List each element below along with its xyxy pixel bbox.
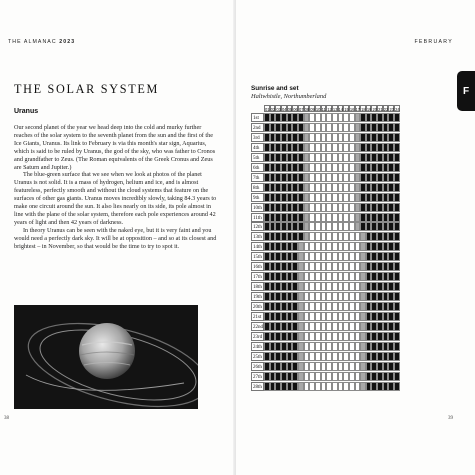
night-cell — [394, 302, 400, 311]
day-row — [251, 302, 400, 311]
day-row — [251, 163, 400, 172]
page-title: THE SOLAR SYSTEM — [14, 82, 160, 96]
day-label: 16th — [251, 262, 264, 271]
left-page — [0, 0, 236, 475]
hour-header: 08 — [304, 107, 310, 112]
hour-header: 09 — [310, 107, 315, 112]
day-row — [251, 262, 400, 271]
day-row — [251, 292, 400, 301]
day-label: 8th — [251, 183, 264, 192]
day-label: 17th — [251, 272, 264, 281]
hour-header-row — [264, 105, 400, 112]
day-row — [251, 312, 400, 321]
night-cell — [394, 272, 400, 281]
night-cell — [394, 342, 400, 351]
hour-header: 23 — [389, 107, 394, 112]
running-head-right: FEBRUARY — [414, 39, 453, 45]
day-row — [251, 123, 400, 132]
paragraph: Our second planet of the year we head deep into the cold and murky further reaches of the solar system to the seventh planet from the sun and the first of the Ice Giants, Uranus. Its link to February is via this month's star sign, Aquarius, which is said to be ruled by Uranus, the god of the sky, who was father to Cronos and grandfather to Zeus. (The Roman equivalents of the Greek Cronus and Zeus are Saturn and Jupiter.) — [14, 124, 216, 171]
day-label: 3rd — [251, 133, 264, 142]
day-row — [251, 183, 400, 192]
day-label: 4th — [251, 143, 264, 152]
night-cell — [394, 382, 400, 391]
hour-header: 17 — [355, 107, 361, 112]
page-number-left: 38 — [4, 416, 9, 421]
article-body — [14, 124, 220, 251]
hour-header: 14 — [338, 107, 344, 112]
day-row — [251, 342, 400, 351]
hour-header: 15 — [344, 107, 349, 112]
night-cell — [394, 173, 400, 182]
day-row — [251, 362, 400, 371]
day-label: 11th — [251, 213, 264, 222]
hour-header: 13 — [332, 107, 338, 112]
night-cell — [394, 242, 400, 251]
hour-header: 18 — [361, 107, 366, 112]
hour-header: 03 — [276, 107, 281, 112]
hour-header: 11 — [321, 107, 326, 112]
day-label: 24th — [251, 342, 264, 351]
day-row — [251, 372, 400, 381]
hour-header: 05 — [287, 107, 293, 112]
hour-header: 22 — [383, 107, 389, 112]
day-label: 28th — [251, 382, 264, 391]
day-row — [251, 193, 400, 202]
day-row — [251, 332, 400, 341]
day-label: 15th — [251, 252, 264, 261]
day-label: 12th — [251, 222, 264, 231]
day-label: 21st — [251, 312, 264, 321]
day-row — [251, 252, 400, 261]
day-row — [251, 133, 400, 142]
hour-header: 02 — [270, 107, 276, 112]
day-label: 20th — [251, 302, 264, 311]
night-cell — [394, 352, 400, 361]
running-head-year: 2023 — [59, 39, 76, 45]
day-row — [251, 143, 400, 152]
hour-header: 06 — [293, 107, 298, 112]
day-row — [251, 282, 400, 291]
month-tab[interactable]: F — [457, 71, 475, 111]
day-label: 7th — [251, 173, 264, 182]
night-cell — [394, 372, 400, 381]
right-page — [236, 0, 475, 475]
night-cell — [394, 362, 400, 371]
night-cell — [394, 232, 400, 241]
night-cell — [394, 262, 400, 271]
hour-header: 12 — [327, 107, 332, 112]
paragraph: The blue-green surface that we see when we look at photos of the planet Uranus is not solid. It is a mass of hydrogen, helium and ice, and is almost featureless, perfectly smooth and without the cloud systems that feature on the surfaces of other gas giants. Uranus moves incredibly slowly, taking 84.3 years to make one circuit around the sun. It also lies nearly on its side, its pole almost in line with the plane of the solar system, therefore each pole experiences around 42 years of light and then 42 years of darkness. — [14, 171, 217, 226]
day-row — [251, 242, 400, 251]
day-row — [251, 322, 400, 331]
table-location: Haltwhistle, Northumberland — [251, 93, 327, 100]
day-row — [251, 232, 400, 241]
day-label: 19th — [251, 292, 264, 301]
hour-header: 10 — [315, 107, 321, 112]
day-label: 10th — [251, 203, 264, 212]
uranus-illustration — [14, 305, 198, 409]
night-cell — [394, 252, 400, 261]
night-cell — [394, 332, 400, 341]
night-cell — [394, 153, 400, 162]
night-cell — [394, 193, 400, 202]
hour-header: 04 — [281, 107, 287, 112]
day-row — [251, 153, 400, 162]
day-row — [251, 213, 400, 222]
hour-header: 19 — [366, 107, 372, 112]
day-label: 5th — [251, 153, 264, 162]
day-label: 1st — [251, 113, 264, 122]
night-cell — [394, 213, 400, 222]
paragraph: In theory Uranus can be seen with the naked eye, but it is very faint and you would need a perfectly dark sky. It will be at opposition – and so at its closest and brightest – in November, so that would be the time to try to spot it. — [14, 226, 217, 250]
day-label: 27th — [251, 372, 264, 381]
day-label: 13th — [251, 232, 264, 241]
day-row — [251, 222, 400, 231]
hour-header: 07 — [298, 107, 304, 112]
night-cell — [394, 282, 400, 291]
night-cell — [394, 322, 400, 331]
day-label: 23rd — [251, 332, 264, 341]
night-cell — [394, 292, 400, 301]
day-label: 9th — [251, 193, 264, 202]
running-head-title: THE ALMANAC — [8, 39, 57, 45]
day-label: 6th — [251, 163, 264, 172]
night-cell — [394, 312, 400, 321]
night-cell — [394, 143, 400, 152]
night-cell — [394, 113, 400, 122]
day-row — [251, 272, 400, 281]
hour-header: 16 — [349, 107, 355, 112]
day-label: 25th — [251, 352, 264, 361]
page-number-right: 39 — [448, 416, 453, 421]
day-label: 2nd — [251, 123, 264, 132]
night-cell — [394, 222, 400, 231]
night-cell — [394, 133, 400, 142]
night-cell — [394, 183, 400, 192]
night-cell — [394, 163, 400, 172]
day-label: 22nd — [251, 322, 264, 331]
running-head-left — [8, 39, 75, 45]
table-title: Sunrise and set — [251, 85, 299, 92]
night-cell — [394, 203, 400, 212]
day-label: 18th — [251, 282, 264, 291]
hour-header: 20 — [372, 107, 378, 112]
night-cell — [394, 123, 400, 132]
day-row — [251, 382, 400, 391]
day-row — [251, 203, 400, 212]
day-row — [251, 113, 400, 122]
hour-header: 01 — [265, 107, 270, 112]
day-label: 14th — [251, 242, 264, 251]
day-label: 26th — [251, 362, 264, 371]
day-row — [251, 173, 400, 182]
hour-header: 21 — [378, 107, 383, 112]
uranus-photo — [14, 305, 198, 409]
day-row — [251, 352, 400, 361]
hour-header: 24 — [395, 107, 400, 112]
section-subheading: Uranus — [14, 108, 39, 115]
